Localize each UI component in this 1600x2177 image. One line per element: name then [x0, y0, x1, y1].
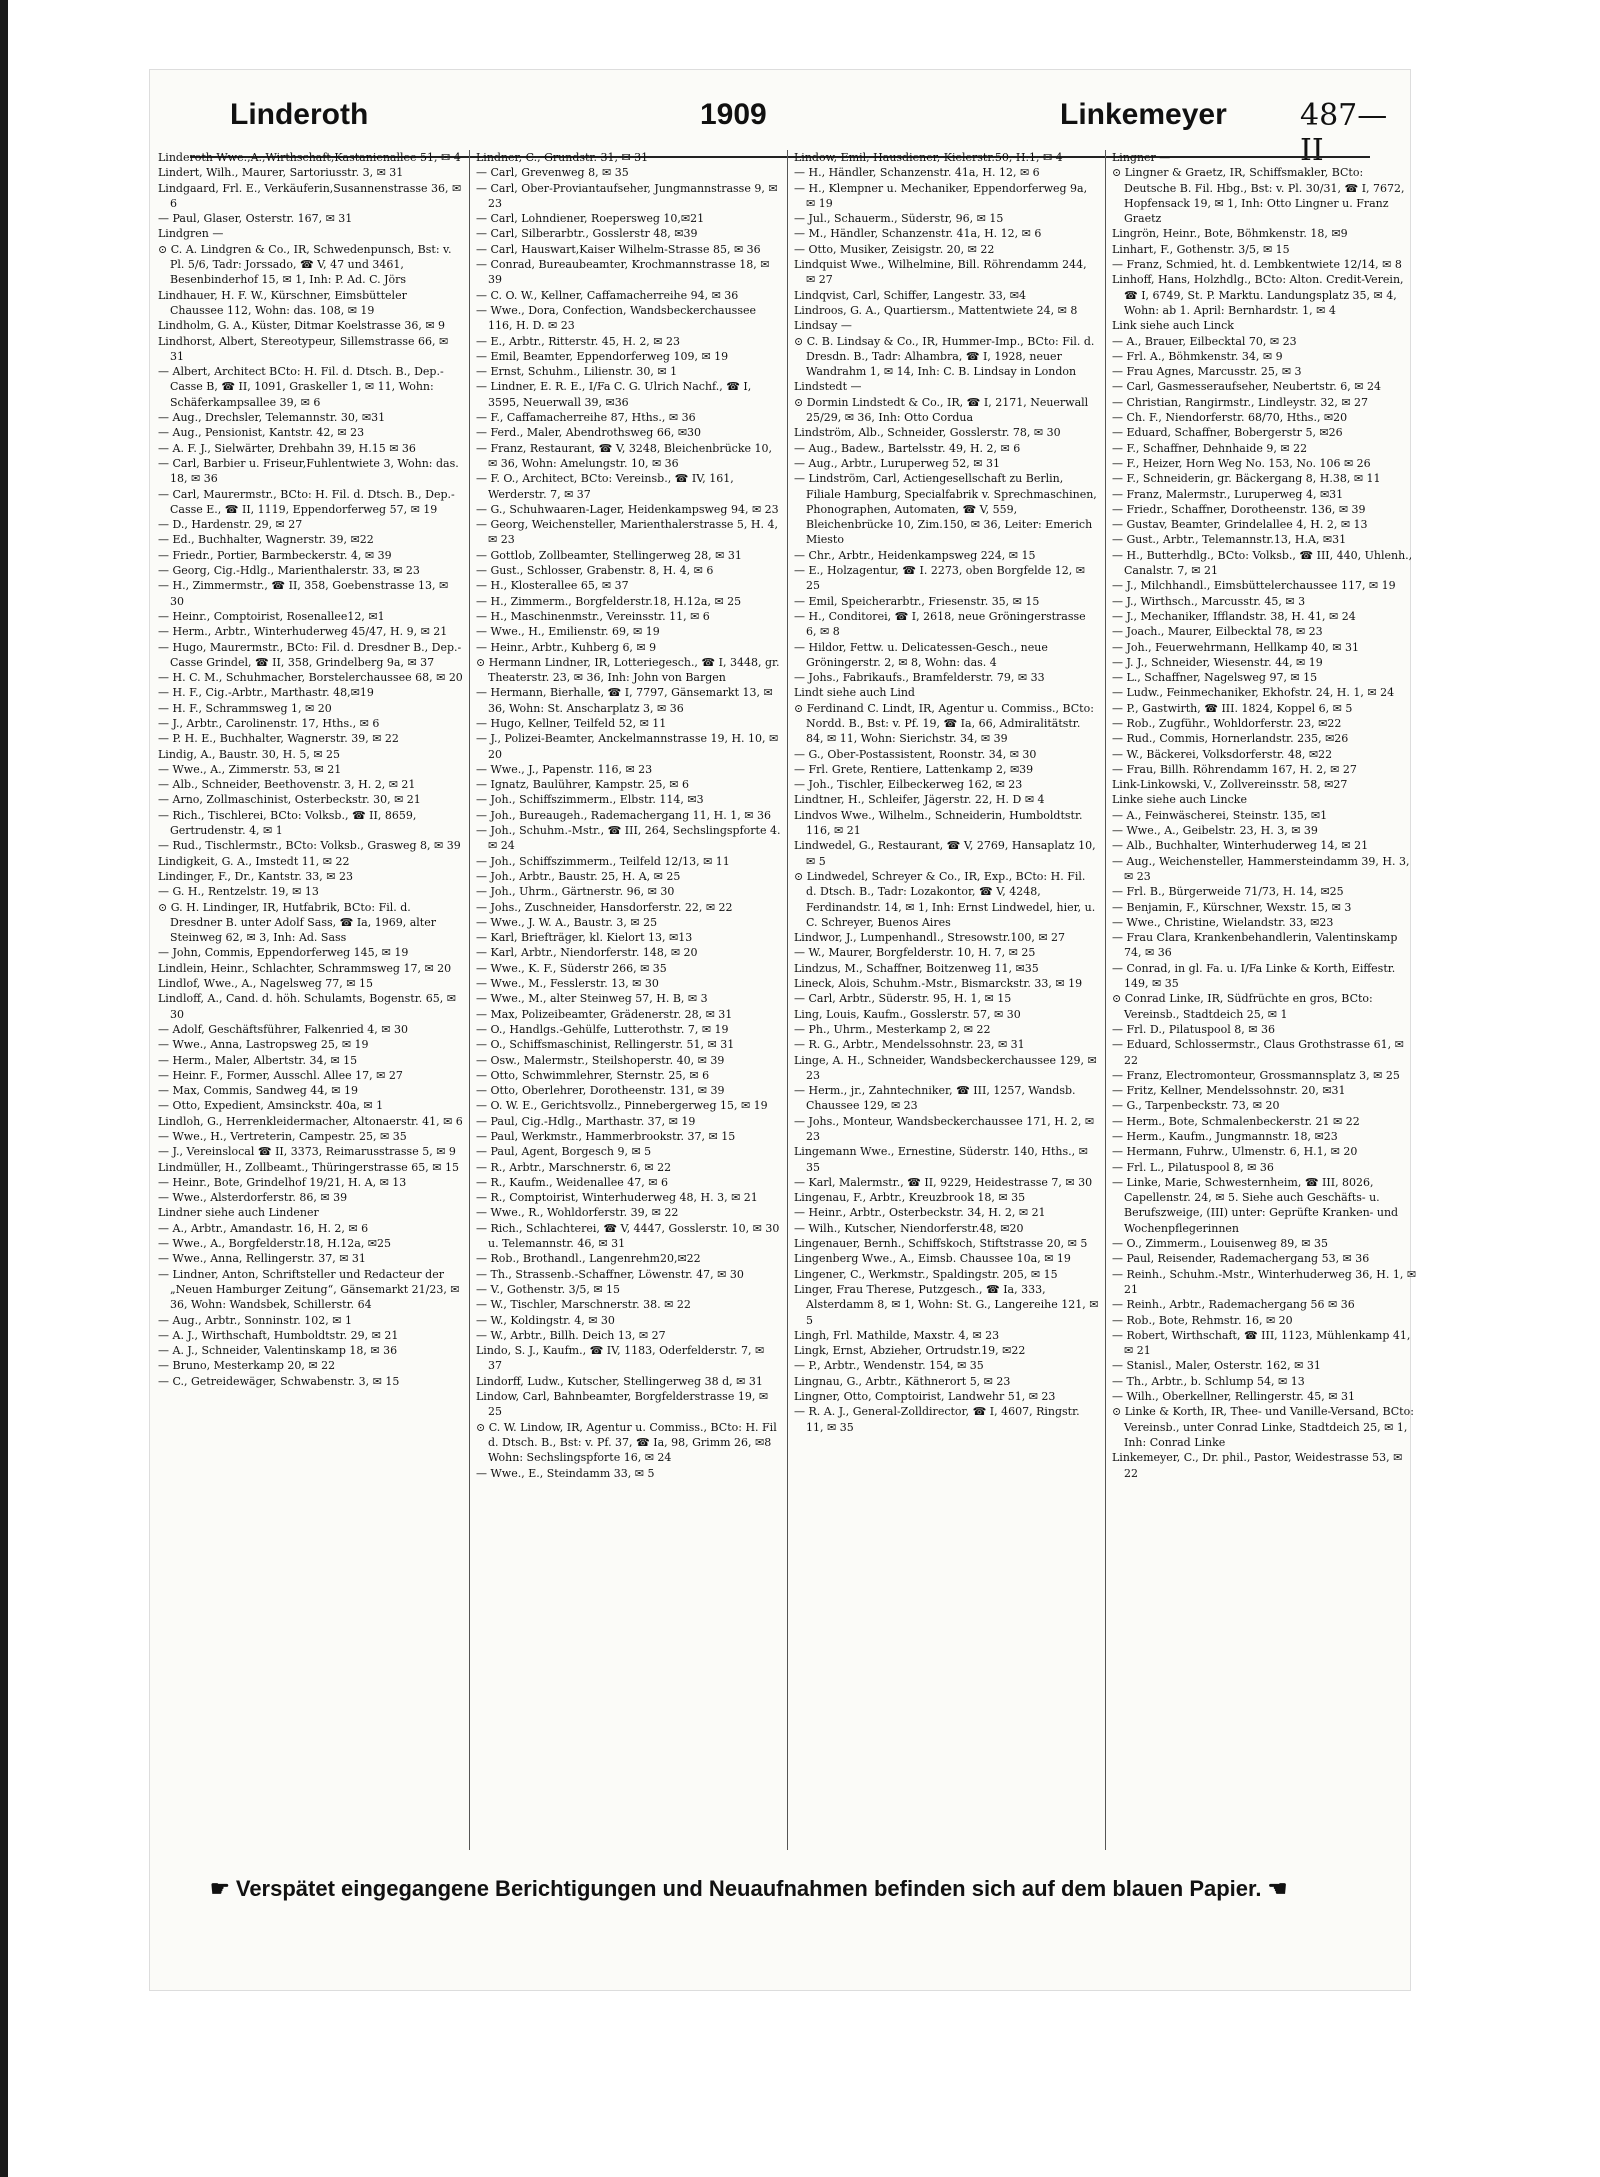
directory-entry: — Alb., Buchhalter, Winterhuderweg 14, ✉ 21 [1112, 839, 1369, 853]
directory-entry: — Franz, Schmied, ht. d. Lembkentwiete 12/14, ✉ 8 [1112, 258, 1402, 272]
directory-entry: — Reinh., Schuhm.-Mstr., Winterhuderweg 36, H. 1, ✉ 21 [1112, 1267, 1417, 1296]
directory-entry: — Friedr., Portier, Barmbeckerstr. 4, ✉ 39 [158, 548, 392, 562]
directory-entry: Lingrön, Heinr., Bote, Böhmkenstr. 18, ✉9 [1112, 227, 1348, 241]
column-4 [1112, 150, 1417, 1850]
directory-entry: — R., Kaufm., Weidenallee 47, ✉ 6 [476, 1175, 669, 1189]
directory-entry: — F. O., Architect, BCto: Vereinsb., ☎ IV, 161, Werderstr. 7, ✉ 37 [476, 472, 734, 501]
directory-entry: Lindner siehe auch Lindener [158, 1206, 319, 1220]
directory-entry: Lingenauer, Bernh., Schiffskoch, Stiftstrasse 20, ✉ 5 [794, 1237, 1088, 1251]
directory-entry: — Wwe., A., Borgfelderstr.18, H.12a, ✉25 [158, 1237, 392, 1251]
directory-entry: — Wwe., R., Wohldorferstr. 39, ✉ 22 [476, 1206, 679, 1220]
directory-entry: — Max, Polizeibeamter, Grädenerstr. 28, ✉ 31 [476, 1007, 733, 1021]
header-year: 1909 [700, 98, 767, 131]
directory-entry: — Bruno, Mesterkamp 20, ✉ 22 [158, 1359, 336, 1373]
directory-entry: Ling, Louis, Kaufm., Gosslerstr. 57, ✉ 30 [794, 1007, 1021, 1021]
directory-entry: — Eduard, Schaffner, Bobergerstr 5, ✉26 [1112, 426, 1343, 440]
directory-entry: Lindlein, Heinr., Schlachter, Schrammsweg 17, ✉ 20 [158, 961, 452, 975]
directory-entry: — H., Händler, Schanzenstr. 41a, H. 12, ✉ 6 [794, 166, 1040, 180]
directory-entry: — R., Comptoirist, Winterhuderweg 48, H. 3, ✉ 21 [476, 1191, 758, 1205]
directory-entry: — Heinr. F., Former, Ausschl. Allee 17, ✉ 27 [158, 1068, 403, 1082]
directory-entry: Lindhorst, Albert, Stereotypeur, Sillemstrasse 66, ✉ 31 [158, 334, 449, 363]
directory-entry: — Hermann, Bierhalle, ☎ I, 7797, Gänsemarkt 13, ✉36, Wohn: St. Anscharplatz 3, ✉ 36 [476, 686, 773, 715]
directory-entry: — Chr., Arbtr., Heidenkampsweg 224, ✉ 15 [794, 548, 1036, 562]
directory-entry: — F., Caffamacherreihe 87, Hths., ✉ 36 [476, 411, 696, 425]
directory-page [150, 70, 1417, 1990]
directory-entry: ⊙ G. H. Lindinger, IR, Hutfabrik, BCto: Fil. d. Dresdner B. unter Adolf Sass, ☎ Ia, 1969, alter Steinweg 62, ✉ 3, Inh: Ad. Sass [158, 900, 436, 945]
directory-entry: Lingenau, F., Arbtr., Kreuzbrook 18, ✉ 35 [794, 1191, 1026, 1205]
directory-entry: Lindholm, G. A., Küster, Ditmar Koelstrasse 36, ✉ 9 [158, 319, 446, 333]
directory-entry: — Carl, Gasmesseraufseher, Neubertstr. 6, ✉ 24 [1112, 380, 1381, 394]
directory-entry: Linkemeyer, C., Dr. phil., Pastor, Weidestrasse 53, ✉ 22 [1112, 1451, 1403, 1480]
directory-entry: — P., Arbtr., Wendenstr. 154, ✉ 35 [794, 1359, 984, 1373]
directory-entry: — A., Feinwäscherei, Steinstr. 135, ✉1 [1112, 808, 1328, 822]
directory-entry: — Ludw., Feinmechaniker, Ekhofstr. 24, H. 1, ✉ 24 [1112, 686, 1395, 700]
directory-entry: — Joh., Schuhm.-Mstr., ☎ III, 264, Sechslingspforte 4. ✉ 24 [476, 824, 781, 853]
directory-entry: — H., Conditorei, ☎ I, 2618, neue Gröningerstrasse 6, ✉ 8 [794, 609, 1086, 639]
directory-entry: — Gust., Schlosser, Grabenstr. 8, H. 4, ✉ 6 [476, 564, 714, 578]
directory-entry: — Robert, Wirthschaft, ☎ III, 1123, Mühlenkamp 41, ✉ 21 [1112, 1328, 1411, 1358]
directory-entry: — Karl, Arbtr., Niendorferstr. 148, ✉ 20 [476, 946, 698, 960]
directory-entry: — J., Milchhandl., Eimsbüttelerchaussee 117, ✉ 19 [1112, 579, 1396, 593]
directory-entry: — Wilh., Oberkellner, Rellingerstr. 45, ✉ 31 [1112, 1390, 1355, 1404]
directory-entry: Lindner, C., Grundstr. 31, ✉ 31 [476, 151, 649, 164]
directory-entry: — Gustav, Beamter, Grindelallee 4, H. 2, ✉ 13 [1112, 518, 1368, 532]
directory-entry: — Linke, Marie, Schwesternheim, ☎ III, 8026, Capellenstr. 24, ✉ 5. Siehe auch Geschäfts- u. Berufszweige, (III) unter: Geprüfte Kranken- und Wochenpflegerinnen [1112, 1175, 1399, 1235]
directory-entry: — P. H. E., Buchhalter, Wagnerstr. 39, ✉ 22 [158, 732, 399, 746]
directory-entry: — P., Gastwirth, ☎ III. 1824, Koppel 6, ✉ 5 [1112, 701, 1353, 715]
directory-entry: Lingh, Frl. Mathilde, Maxstr. 4, ✉ 23 [794, 1328, 1000, 1342]
directory-entry: — H., Zimmermstr., ☎ II, 358, Goebenstrasse 13, ✉ 30 [158, 579, 449, 608]
directory-entry: — J. J., Schneider, Wiesenstr. 44, ✉ 19 [1112, 655, 1323, 669]
directory-entry: Lindmüller, H., Zollbeamt., Thüringerstrasse 65, ✉ 15 [158, 1160, 459, 1174]
directory-entry: — G., Tarpenbeckstr. 73, ✉ 20 [1112, 1099, 1280, 1113]
directory-entry: — O., Schiffsmaschinist, Rellingerstr. 51, ✉ 31 [476, 1038, 735, 1052]
directory-entry: — Wwe., A., Geibelstr. 23, H. 3, ✉ 39 [1112, 824, 1318, 838]
directory-entry: — Paul, Glaser, Osterstr. 167, ✉ 31 [158, 212, 353, 226]
directory-entry: — G., Ober-Postassistent, Roonstr. 34, ✉ 30 [794, 747, 1037, 761]
directory-entry: Lingemann Wwe., Ernestine, Süderstr. 140, Hths., ✉ 35 [794, 1145, 1088, 1174]
directory-entry: — Heinr., Bote, Grindelhof 19/21, H. A, ✉ 13 [158, 1175, 407, 1189]
directory-entry: — Joh., Uhrm., Gärtnerstr. 96, ✉ 30 [476, 885, 675, 899]
directory-entry: — J., Mechaniker, Ifflandstr. 38, H. 41, ✉ 24 [1112, 609, 1356, 623]
directory-entry: ⊙ Dormin Lindstedt & Co., IR, ☎ I, 2171, Neuerwall 25/29, ✉ 36, Inh: Otto Cordua [794, 395, 1089, 425]
directory-entry: — Joh., Schiffszimmerm., Elbstr. 114, ✉3 [476, 793, 704, 807]
directory-entry: — Jul., Schauerm., Süderstr, 96, ✉ 15 [794, 212, 1004, 226]
directory-entry: — Frau Clara, Krankenbehandlerin, Valentinskamp 74, ✉ 36 [1112, 931, 1398, 960]
directory-entry: — J., Polizei-Beamter, Anckelmannstrasse 19, H. 10, ✉ 20 [476, 732, 779, 761]
directory-entry: — Benjamin, F., Kürschner, Wexstr. 15, ✉ 3 [1112, 900, 1352, 914]
directory-entry: — Wwe., J., Papenstr. 116, ✉ 23 [476, 762, 653, 776]
directory-entry: — Ignatz, Baulührer, Kampstr. 25, ✉ 6 [476, 778, 690, 792]
directory-entry: — Carl, Barbier u. Friseur,Fuhlentwiete 3, Wohn: das. 18, ✉ 36 [158, 456, 459, 486]
directory-entry: — Wwe., J. W. A., Baustr. 3, ✉ 25 [476, 915, 658, 929]
directory-entry: — Osw., Malermstr., Steilshoperstr. 40, ✉ 39 [476, 1053, 725, 1067]
directory-entry: — A. J., Wirthschaft, Humboldtstr. 29, ✉ 21 [158, 1328, 399, 1342]
directory-entry: Lindwedel, G., Restaurant, ☎ V, 2769, Hansaplatz 10, ✉ 5 [794, 839, 1096, 868]
directory-entry: Lindo, S. J., Kaufm., ☎ IV, 1183, Oderfelderstr. 7, ✉ 37 [476, 1344, 765, 1373]
directory-entry: — Stanisl., Maler, Osterstr. 162, ✉ 31 [1112, 1359, 1321, 1373]
directory-entry: — Carl, Ober-Proviantaufseher, Jungmannstrasse 9, ✉ 23 [476, 181, 778, 210]
directory-entry: Lindloff, A., Cand. d. höh. Schulamts, Bogenstr. 65, ✉ 30 [158, 992, 456, 1021]
directory-entry: — Herm., Kaufm., Jungmannstr. 18, ✉23 [1112, 1130, 1338, 1143]
directory-entry: — A. F. J., Sielwärter, Drehbahn 39, H.15 ✉ 36 [158, 441, 416, 455]
directory-entry: Lindow, Emil, Hausdiener, Kielerstr.50, H.1, ✉ 4 [794, 151, 1063, 164]
directory-entry: — Rich., Schlachterei, ☎ V, 4447, Gosslerstr. 10, ✉ 30 u. Telemannstr. 46, ✉ 31 [476, 1221, 780, 1251]
directory-entry: — A. J., Schneider, Valentinskamp 18, ✉ 36 [158, 1344, 398, 1358]
directory-entry: — F., Schaffner, Dehnhaide 9, ✉ 22 [1112, 441, 1308, 455]
directory-entry: ⊙ Linke & Korth, IR, Thee- und Vanille-Versand, BCto: Vereinsb., unter Conrad Linke, Stadtdeich 25, ✉ 1, Inh: Conrad Linke [1112, 1405, 1414, 1449]
directory-entry: ⊙ C. A. Lindgren & Co., IR, Schwedenpunsch, Bst: v. Pl. 5/6, Tadr: Jorssado, ☎ V, 47 und 3461, Besenbinderhof 15, ✉ 1, Inh: P. Ad. C. Jörs [158, 242, 452, 287]
directory-entry: — Rob., Zugführ., Wohldorferstr. 23, ✉22 [1112, 716, 1342, 730]
directory-entry: — Heinr., Comptoirist, Rosenallee12, ✉1 [158, 609, 385, 623]
directory-entry: ⊙ Lindwedel, Schreyer & Co., IR, Exp., BCto: H. Fil. d. Dtsch. B., Tadr: Lozakontor, ☎ V, 4248, Ferdinandstr. 14, ✉ 1, Inh: Ernst Lindwedel, hier, u. C. Schreyer, Buenos Aires [794, 869, 1096, 929]
directory-entry: — Karl, Briefträger, kl. Kielort 13, ✉13 [476, 931, 693, 945]
directory-entry: — Frl. B., Bürgerweide 71/73, H. 14, ✉25 [1112, 885, 1344, 899]
directory-entry: — Heinr., Arbtr., Kuhberg 6, ✉ 9 [476, 640, 657, 654]
directory-entry: — Herm., Maler, Albertstr. 34, ✉ 15 [158, 1053, 358, 1067]
directory-entry: — Wwe., A., Zimmerstr. 53, ✉ 21 [158, 762, 342, 776]
directory-entry: Link siehe auch Linck [1112, 319, 1234, 333]
directory-entry: — Eduard, Schlossermstr., Claus Grothstrasse 61, ✉ 22 [1112, 1038, 1404, 1067]
directory-entry: — Gottlob, Zollbeamter, Stellingerweg 28, ✉ 31 [476, 548, 742, 562]
directory-entry: — Frl. L., Pilatuspool 8, ✉ 36 [1112, 1160, 1274, 1174]
directory-entry: — Frl. Grete, Rentiere, Lattenkamp 2, ✉39 [794, 762, 1034, 776]
directory-entry: — Carl, Grevenweg 8, ✉ 35 [476, 166, 629, 180]
directory-entry: — C. O. W., Kellner, Caffamacherreihe 94, ✉ 36 [476, 288, 739, 302]
directory-entry: — Paul, Agent, Borgesch 9, ✉ 5 [476, 1145, 652, 1159]
directory-entry: — Wwe., E., Steindamm 33, ✉ 5 [476, 1466, 655, 1480]
directory-entry: — Aug., Drechsler, Telemannstr. 30, ✉31 [158, 411, 386, 425]
directory-entry: — Wwe., K. F., Süderstr 266, ✉ 35 [476, 961, 667, 975]
directory-entry: Linhart, F., Gothenstr. 3/5, ✉ 15 [1112, 242, 1290, 256]
directory-entry: Lindow, Carl, Bahnbeamter, Borgfelderstrasse 19, ✉ 25 [476, 1390, 769, 1419]
directory-entry: — Lindström, Carl, Actiengesellschaft zu Berlin, Filiale Hamburg, Specialfabrik v. Sprechmaschinen, Phonographen, Automaten, ☎ V, 559, Bleichenbrücke 10, Zim.150, ✉ 36, Leiter: Emerich Miesto [794, 472, 1097, 547]
directory-entry: — Wwe., H., Emilienstr. 69, ✉ 19 [476, 625, 660, 639]
directory-entry: — Gust., Arbtr., Telemannstr.13, H.A, ✉31 [1112, 533, 1347, 547]
column-1 [158, 150, 463, 1850]
directory-entry: — Hildor, Fettw. u. Delicatessen-Gesch., neue Gröningerstr. 2, ✉ 8, Wohn: das. 4 [794, 640, 1048, 669]
directory-entry: Lindig, A., Baustr. 30, H. 5, ✉ 25 [158, 747, 341, 761]
directory-entry: — Carl, Silberarbtr., Gosslerstr 48, ✉39 [476, 227, 698, 241]
directory-entry: — E., Arbtr., Ritterstr. 45, H. 2, ✉ 23 [476, 334, 681, 348]
directory-entry: Lindström, Alb., Schneider, Gosslerstr. 78, ✉ 30 [794, 426, 1061, 440]
directory-entry: — Ph., Uhrm., Mesterkamp 2, ✉ 22 [794, 1022, 991, 1036]
directory-entry: Lindstedt — [794, 380, 862, 394]
directory-entry: — C., Getreidewäger, Schwabenstr. 3, ✉ 15 [158, 1374, 400, 1388]
directory-entry: — Paul, Reisender, Rademachergang 53, ✉ 36 [1112, 1252, 1370, 1266]
directory-entry: Lindloh, G., Herrenkleidermacher, Altonaerstr. 41, ✉ 6 [158, 1114, 463, 1128]
directory-entry: — Wwe., H., Vertreterin, Campestr. 25, ✉ 35 [158, 1130, 407, 1143]
directory-entry: — Hermann, Fuhrw., Ulmenstr. 6, H.1, ✉ 20 [1112, 1145, 1358, 1159]
directory-entry: — Th., Arbtr., b. Schlump 54, ✉ 13 [1112, 1374, 1305, 1388]
directory-entry: — O. W. E., Gerichtsvollz., Pinnebergerweg 15, ✉ 19 [476, 1099, 768, 1113]
directory-entry: Lindwor, J., Lumpenhandl., Stresowstr.100, ✉ 27 [794, 931, 1066, 945]
directory-entry: Lineck, Alois, Schuhm.-Mstr., Bismarckstr. 33, ✉ 19 [794, 977, 1083, 991]
directory-entry: Linger, Frau Therese, Putzgesch., ☎ Ia, 333, Alsterdamm 8, ✉ 1, Wohn: St. G., Langereihe 121, ✉ 5 [794, 1282, 1099, 1327]
directory-entry: ⊙ Ferdinand C. Lindt, IR, Agentur u. Commiss., BCto: Nordd. B., Bst: v. Pf. 19, ☎ Ia, 66, Admiralitätstr. 84, ✉ 11, Wohn: Sierichstr. 34, ✉ 39 [794, 701, 1094, 746]
directory-entry: — H., Butterhdlg., BCto: Volksb., ☎ III, 440, Uhlenh., Canalstr. 7, ✉ 21 [1112, 548, 1413, 578]
directory-entry: — Aug., Arbtr., Luruperweg 52, ✉ 31 [794, 456, 1000, 470]
directory-entry: — Frau Agnes, Marcusstr. 25, ✉ 3 [1112, 365, 1302, 379]
directory-entry: — John, Commis, Eppendorferweg 145, ✉ 19 [158, 946, 409, 960]
footer-notice [210, 1876, 1287, 1902]
directory-entry: — Otto, Musiker, Zeisigstr. 20, ✉ 22 [794, 242, 995, 256]
directory-entry: — Rob., Bote, Rehmstr. 16, ✉ 20 [1112, 1313, 1293, 1327]
directory-entry: — Wwe., Anna, Lastropsweg 25, ✉ 19 [158, 1038, 369, 1052]
directory-entry: — Karl, Malermstr., ☎ II, 9229, Heidestrasse 7, ✉ 30 [794, 1175, 1093, 1189]
directory-entry: — Aug., Badew., Bartelsstr. 49, H. 2, ✉ 6 [794, 441, 1021, 455]
directory-entry: — Franz, Restaurant, ☎ V, 3248, Bleichenbrücke 10, ✉ 36, Wohn: Amelungstr. 10, ✉ 36 [476, 441, 773, 470]
directory-entry: Lingener, C., Werkmstr., Spaldingstr. 205, ✉ 15 [794, 1267, 1058, 1281]
directory-entry: — Wilh., Kutscher, Niendorferstr.48, ✉20 [794, 1221, 1024, 1235]
directory-entry: — Carl, Lohndiener, Roepersweg 10,✉21 [476, 212, 705, 226]
directory-entry: — W., Tischler, Marschnerstr. 38. ✉ 22 [476, 1298, 691, 1312]
directory-entry: ⊙ Hermann Lindner, IR, Lotteriegesch., ☎ I, 3448, gr. Theaterstr. 23, ✉ 36, Inh: John von Bargen [476, 655, 780, 685]
column-divider [1105, 150, 1106, 1850]
directory-entry: — F., Heizer, Horn Weg No. 153, No. 106 ✉ 26 [1112, 456, 1371, 470]
directory-entry: — Ferd., Maler, Abendrothsweg 66, ✉30 [476, 426, 702, 440]
directory-entry: — Franz, Electromonteur, Grossmannsplatz 3, ✉ 25 [1112, 1068, 1400, 1082]
directory-entry: — Franz, Malermstr., Luruperweg 4, ✉31 [1112, 487, 1344, 501]
column-3 [794, 150, 1099, 1850]
directory-entry: — Carl, Hauswart,Kaiser Wilhelm-Strasse 85, ✉ 36 [476, 242, 761, 256]
directory-entry: — H., Klosterallee 65, ✉ 37 [476, 579, 629, 593]
directory-entry: — Albert, Architect BCto: H. Fil. d. Dtsch. B., Dep.-Casse B, ☎ II, 1091, Graskeller 1, ✉ 11, Wohn: Schäferkampsallee 39, ✉ 6 [158, 365, 444, 409]
directory-entry: — L., Schaffner, Nagelsweg 97, ✉ 15 [1112, 671, 1318, 685]
directory-entry: — Joh., Bureaugeh., Rademachergang 11, H. 1, ✉ 36 [476, 808, 771, 822]
directory-entry: Lindvos Wwe., Wilhelm., Schneiderin, Humboldtstr. 116, ✉ 21 [794, 808, 1083, 838]
directory-entry: — W., Maurer, Borgfelderstr. 10, H. 7, ✉ 25 [794, 946, 1036, 960]
directory-entry: — Conrad, Bureaubeamter, Krochmannstrasse 18, ✉ 39 [476, 258, 770, 287]
directory-entry: — Herm., Bote, Schmalenbeckerstr. 21 ✉ 22 [1112, 1114, 1360, 1128]
directory-entry: Lindorff, Ludw., Kutscher, Stellingerweg 38 d, ✉ 31 [476, 1374, 763, 1388]
directory-entry: — Arno, Zollmaschinist, Osterbeckstr. 30, ✉ 21 [158, 793, 421, 807]
directory-entry: — Georg, Cig.-Hdlg., Marienthalerstr. 33, ✉ 23 [158, 564, 420, 578]
directory-entry: — Otto, Schwimmlehrer, Sternstr. 25, ✉ 6 [476, 1068, 710, 1082]
directory-entry: Lindhauer, H. F. W., Kürschner, Eimsbütteler Chaussee 112, Wohn: das. 108, ✉ 19 [158, 288, 407, 317]
directory-entry: — G. H., Rentzelstr. 19, ✉ 13 [158, 885, 319, 899]
directory-entry: — Otto, Expedient, Amsinckstr. 40a, ✉ 1 [158, 1099, 384, 1113]
directory-entry: Lindgaard, Frl. E., Verkäuferin,Susannenstrasse 36, ✉ 6 [158, 181, 462, 210]
directory-entry: Lindsay — [794, 319, 852, 333]
directory-entry: — V., Gothenstr. 3/5, ✉ 15 [476, 1282, 621, 1296]
directory-entry: — Paul, Werkmstr., Hammerbrookstr. 37, ✉ 15 [476, 1130, 736, 1143]
scan-edge [0, 0, 8, 2177]
directory-entry: — D., Hardenstr. 29, ✉ 27 [158, 518, 303, 532]
directory-entry: — Aug., Arbtr., Sonninstr. 102, ✉ 1 [158, 1313, 352, 1327]
directory-entry: — J., Arbtr., Carolinenstr. 17, Hths., ✉ 6 [158, 716, 380, 730]
directory-entry: — H., Maschinenmstr., Vereinsstr. 11, ✉ 6 [476, 609, 710, 623]
directory-entry: — Lindner, Anton, Schriftsteller und Redacteur der „Neuen Hamburger Zeitung“, Gänsemarkt 21/23, ✉ 36, Wohn: Wandsbek, Schillerstr. 64 [158, 1267, 460, 1312]
directory-entry: Lingk, Ernst, Abzieher, Ortrudstr.19, ✉22 [794, 1344, 1026, 1358]
directory-entry: — Frau, Billh. Röhrendamm 167, H. 2, ✉ 27 [1112, 762, 1357, 776]
directory-entry: Lindzus, M., Schaffner, Boitzenweg 11, ✉35 [794, 961, 1039, 975]
directory-entry: — Wwe., M., Fesslerstr. 13, ✉ 30 [476, 977, 659, 991]
directory-entry: — H. F., Cig.-Arbtr., Marthastr. 48,✉19 [158, 686, 374, 700]
directory-entry: — Herm., Arbtr., Winterhuderweg 45/47, H. 9, ✉ 21 [158, 625, 448, 639]
directory-entry: — J., Vereinslocal ☎ II, 3373, Reimarusstrasse 5, ✉ 9 [158, 1145, 456, 1159]
directory-entry: — Wwe., Christine, Wielandstr. 33, ✉23 [1112, 915, 1334, 929]
directory-entry: — E., Holzagentur, ☎ I. 2273, oben Borgfelde 12, ✉ 25 [794, 564, 1085, 593]
directory-entry: — R. G., Arbtr., Mendelssohnstr. 23, ✉ 31 [794, 1038, 1025, 1052]
directory-entry: — Rud., Tischlermstr., BCto: Volksb., Grasweg 8, ✉ 39 [158, 839, 461, 853]
directory-entry: — Alb., Schneider, Beethovenstr. 3, H. 2, ✉ 21 [158, 778, 416, 792]
directory-entry: — Johs., Fabrikaufs., Bramfelderstr. 79, ✉ 33 [794, 671, 1045, 685]
directory-entry: — A., Brauer, Eilbecktal 70, ✉ 23 [1112, 334, 1297, 348]
directory-entry: — Ernst, Schuhm., Lilienstr. 30, ✉ 1 [476, 365, 678, 379]
directory-entry: — Rob., Brothandl., Langenrehm20,✉22 [476, 1252, 701, 1266]
directory-entry: — Otto, Oberlehrer, Dorotheenstr. 131, ✉ 39 [476, 1084, 725, 1098]
directory-entry: — W., Koldingstr. 4, ✉ 30 [476, 1313, 615, 1327]
directory-entry: — Rich., Tischlerei, BCto: Volksb., ☎ II, 8659, Gertrudenstr. 4, ✉ 1 [158, 808, 417, 838]
directory-entry: — Aug., Pensionist, Kantstr. 42, ✉ 23 [158, 426, 365, 440]
directory-entry: — Wwe., Dora, Confection, Wandsbeckerchaussee 116, H. D. ✉ 23 [476, 303, 756, 333]
directory-entry: — Max, Commis, Sandweg 44, ✉ 19 [158, 1084, 358, 1098]
directory-entry: — Joh., Tischler, Eilbeckerweg 162, ✉ 23 [794, 778, 1023, 792]
directory-entry: — Ch. F., Niendorferstr. 68/70, Hths., ✉20 [1112, 411, 1348, 425]
directory-entry: — H., Zimmerm., Borgfelderstr.18, H.12a, ✉ 25 [476, 594, 742, 608]
directory-entry: — Hugo, Kellner, Teilfeld 52, ✉ 11 [476, 716, 667, 730]
directory-entry: Lindquist Wwe., Wilhelmine, Bill. Röhrendamm 244, ✉ 27 [794, 258, 1087, 287]
directory-entry: Lindert, Wilh., Maurer, Sartoriusstr. 3, ✉ 31 [158, 166, 404, 180]
directory-entry: — Wwe., M., alter Steinweg 57, H. B, ✉ 3 [476, 992, 708, 1006]
directory-entry: Linge, A. H., Schneider, Wandsbeckerchaussee 129, ✉ 23 [794, 1053, 1097, 1082]
directory-entry: Lingner — [1112, 151, 1171, 164]
directory-entry: Link-Linkowski, V., Zollvereinsstr. 58, ✉27 [1112, 778, 1348, 792]
directory-entry: — Joh., Arbtr., Baustr. 25, H. A, ✉ 25 [476, 869, 681, 883]
directory-entry: — Emil, Beamter, Eppendorferweg 109, ✉ 19 [476, 349, 729, 363]
directory-entry: — Herm., jr., Zahntechniker, ☎ III, 1257, Wandsb. Chaussee 129, ✉ 23 [794, 1084, 1076, 1113]
directory-entry: — Th., Strassenb.-Schaffner, Löwenstr. 47, ✉ 30 [476, 1267, 744, 1281]
directory-entry: — R., Arbtr., Marschnerstr. 6, ✉ 22 [476, 1160, 672, 1174]
directory-entry: — Frl. A., Böhmkenstr. 34, ✉ 9 [1112, 349, 1283, 363]
directory-entry: — W., Arbtr., Billh. Deich 13, ✉ 27 [476, 1328, 666, 1342]
column-divider [469, 150, 470, 1850]
directory-entry: — J., Wirthsch., Marcusstr. 45, ✉ 3 [1112, 594, 1306, 608]
directory-entry: Linderoth Wwe.,A.,Wirthschaft,Kastanienallee 51, ✉ 4 [158, 151, 461, 164]
directory-entry: — Joach., Maurer, Eilbecktal 78, ✉ 23 [1112, 625, 1323, 639]
directory-entry: — F., Schneiderin, gr. Bäckergang 8, H.38, ✉ 11 [1112, 472, 1381, 486]
directory-entry: Linhoff, Hans, Holzhdlg., BCto: Alton. Credit-Verein, ☎ I, 6749, St. P. Marktu. Landungsplatz 35, ✉ 4, Wohn: ab 1. April: Bernhardstr. 1, ✉ 4 [1112, 273, 1404, 317]
directory-entry: — Paul, Cig.-Hdlg., Marthastr. 37, ✉ 19 [476, 1114, 696, 1128]
directory-entry: — R. A. J., General-Zolldirector, ☎ I, 4607, Ringstr. 11, ✉ 35 [794, 1405, 1080, 1434]
directory-entry: — W., Bäckerei, Volksdorferstr. 48, ✉22 [1112, 747, 1333, 761]
directory-entry: — Conrad, in gl. Fa. u. I/Fa Linke & Korth, Eiffestr. 149, ✉ 35 [1112, 961, 1396, 991]
directory-entry: Lindtner, H., Schleifer, Jägerstr. 22, H. D ✉ 4 [794, 793, 1045, 807]
directory-entry: Lindgren — [158, 227, 224, 241]
directory-entry: — A., Arbtr., Amandastr. 16, H. 2, ✉ 6 [158, 1221, 369, 1235]
directory-entry: Lingenberg Wwe., A., Eimsb. Chaussee 10a, ✉ 19 [794, 1252, 1071, 1266]
directory-entry: — Joh., Schiffszimmerm., Teilfeld 12/13, ✉ 11 [476, 854, 730, 868]
columns [158, 150, 1417, 1850]
directory-entry: — Joh., Feuerwehrmann, Hellkamp 40, ✉ 31 [1112, 640, 1359, 654]
directory-entry: — Rud., Commis, Hornerlandstr. 235, ✉26 [1112, 732, 1349, 746]
directory-entry: — Carl, Arbtr., Süderstr. 95, H. 1, ✉ 15 [794, 992, 1012, 1006]
directory-entry: Lindroos, G. A., Quartiersm., Mattentwiete 24, ✉ 8 [794, 303, 1078, 317]
directory-entry: — Johs., Zuschneider, Hansdorferstr. 22, ✉ 22 [476, 900, 733, 914]
header-last-entry: Linkemeyer [1060, 98, 1227, 131]
directory-entry: — Reinh., Arbtr., Rademachergang 56 ✉ 36 [1112, 1298, 1355, 1312]
directory-entry: Lindigkeit, G. A., Imstedt 11, ✉ 22 [158, 854, 350, 868]
directory-entry: Lindt siehe auch Lind [794, 686, 915, 700]
directory-entry: — G., Schuhwaaren-Lager, Heidenkampsweg 94, ✉ 23 [476, 502, 779, 516]
directory-entry: — Wwe., Alsterdorferstr. 86, ✉ 39 [158, 1191, 348, 1205]
directory-entry: — Friedr., Schaffner, Dorotheenstr. 136, ✉ 39 [1112, 502, 1366, 516]
directory-entry: Lingner, Otto, Comptoirist, Landwehr 51, ✉ 23 [794, 1390, 1056, 1404]
directory-entry: Lindqvist, Carl, Schiffer, Langestr. 33, ✉4 [794, 288, 1027, 302]
directory-entry: — Aug., Weichensteller, Hammersteindamm 39, H. 3, ✉ 23 [1112, 854, 1410, 883]
directory-entry: ⊙ C. W. Lindow, IR, Agentur u. Commiss., BCto: H. Fil d. Dtsch. B., Bst: v. Pf. 37, ☎ Ia, 98, Grimm 26, ✉8 Wohn: Sechslingspforte 16, ✉ 24 [476, 1420, 777, 1465]
directory-entry: — O., Zimmerm., Louisenweg 89, ✉ 35 [1112, 1237, 1329, 1251]
directory-entry: — Ed., Buchhalter, Wagnerstr. 39, ✉22 [158, 533, 374, 547]
directory-entry: — M., Händler, Schanzenstr. 41a, H. 12, ✉ 6 [794, 227, 1042, 241]
directory-entry: — Emil, Speicherarbtr., Friesenstr. 35, ✉ 15 [794, 594, 1040, 608]
directory-entry: ⊙ C. B. Lindsay & Co., IR, Hummer-Imp., BCto: Fil. d. Dresdn. B., Tadr: Alhambra, ☎ I, 1928, neuer Wandrahm 1, ✉ 14, Inh: C. B. Lindsay in London [794, 334, 1095, 379]
directory-entry: — Georg, Weichensteller, Marienthalerstrasse 5, H. 4, ✉ 23 [476, 518, 778, 547]
header-first-entry: Linderoth [230, 98, 369, 131]
directory-entry: — Fritz, Kellner, Mendelssohnstr. 20, ✉31 [1112, 1084, 1346, 1098]
directory-entry: — Wwe., Anna, Rellingerstr. 37, ✉ 31 [158, 1252, 366, 1266]
directory-entry: ⊙ Conrad Linke, IR, Südfrüchte en gros, BCto: Vereinsb., Stadtdeich 25, ✉ 1 [1112, 992, 1373, 1021]
directory-entry: — Heinr., Arbtr., Osterbeckstr. 34, H. 2, ✉ 21 [794, 1206, 1046, 1220]
directory-entry: — Carl, Maurermstr., BCto: H. Fil. d. Dtsch. B., Dep.-Casse E., ☎ II, 1119, Eppendorferweg 57, ✉ 19 [158, 487, 455, 516]
directory-entry: — Christian, Rangirmstr., Lindleystr. 32, ✉ 27 [1112, 395, 1369, 409]
directory-entry: — Hugo, Maurermstr., BCto: Fil. d. Dresdner B., Dep.-Casse Grindel, ☎ II, 358, Grindelberg 9a, ✉ 37 [158, 640, 462, 669]
directory-entry: — Lindner, E. R. E., I/Fa C. G. Ulrich Nachf., ☎ I, 3595, Neuerwall 39, ✉36 [476, 380, 752, 409]
directory-entry: Lindlof, Wwe., A., Nagelsweg 77, ✉ 15 [158, 977, 373, 991]
directory-entry: — Johs., Monteur, Wandsbeckerchaussee 171, H. 2, ✉ 23 [794, 1114, 1095, 1143]
directory-entry: — H. F., Schrammsweg 1, ✉ 20 [158, 701, 332, 715]
pointing-hand-right-icon: ☛ [210, 1876, 230, 1901]
directory-entry: Lingnau, G., Arbtr., Käthnerort 5, ✉ 23 [794, 1374, 1011, 1388]
directory-entry: ⊙ Lingner & Graetz, IR, Schiffsmakler, BCto: Deutsche B. Fil. Hbg., Bst: v. Pl. 30/31, ☎ I, 7672, Hopfensack 19, ✉ 1, Inh: Otto Lingner u. Franz Graetz [1112, 166, 1405, 226]
directory-entry: — H., Klempner u. Mechaniker, Eppendorferweg 9a, ✉ 19 [794, 181, 1088, 210]
pointing-hand-left-icon: ☚ [1267, 1876, 1288, 1901]
footer-text: Verspätet eingegangene Berichtigungen und Neuaufnahmen befinden sich auf dem blauen Papier. [235, 1876, 1262, 1901]
directory-entry: — Frl. D., Pilatuspool 8, ✉ 36 [1112, 1022, 1275, 1036]
directory-entry: Lindinger, F., Dr., Kantstr. 33, ✉ 23 [158, 869, 354, 883]
column-2 [476, 150, 781, 1850]
directory-entry: — H. C. M., Schuhmacher, Borstelerchaussee 68, ✉ 20 [158, 671, 463, 685]
directory-entry: Linke siehe auch Lincke [1112, 793, 1247, 807]
column-divider [787, 150, 788, 1850]
directory-entry: — Adolf, Geschäftsführer, Falkenried 4, ✉ 30 [158, 1022, 408, 1036]
directory-entry: — O., Handlgs.-Gehülfe, Lutterothstr. 7, ✉ 19 [476, 1022, 729, 1036]
page-number: 487—II [1300, 98, 1388, 168]
